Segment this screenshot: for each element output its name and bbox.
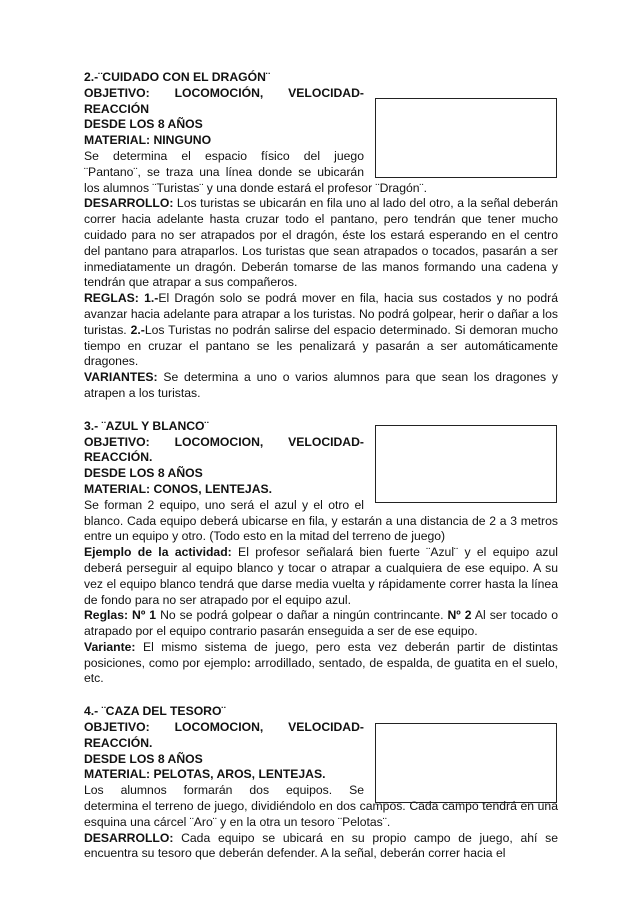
variant-text: arrodillado, sentado, de espalda, de guatita en el suelo, etc.: [84, 655, 558, 686]
objective-continuation: REACCIÓN: [84, 101, 150, 116]
example-text: El profesor señalará bien fuerte ¨Azul¨ y el equipo azul deberá perseguir al equipo blanco y tocar o atrapar a cualquiera de ese equipo. A su vez el equipo blanco tendrá que darse media vuelta y rápidamente correr hasta la línea de fondo para no ser atrapado por el equipo azul.: [84, 545, 558, 607]
variants-label: VARIANTES:: [84, 370, 158, 385]
material-line: MATERIAL: PELOTAS, AROS, LENTEJAS.: [84, 767, 326, 782]
variant-text: El mismo sistema de juego, pero esta vez deberán partir de distintas posiciones, como por ejemplo: [84, 639, 558, 670]
development-label: DESARROLLO:: [84, 196, 174, 211]
objective-word: VELOCIDAD-: [288, 434, 364, 449]
variants-text: Se determina a uno o varios alumnos para que sean los dragones y atrapen a los turistas.: [84, 370, 558, 400]
objective-word: LOCOMOCION,: [174, 434, 264, 449]
rules-text: Los Turistas no podrán salirse del espacio determinado. Si demoran mucho tiempo en cruzar el pantano se les penalizará y pasarán a ser automáticamente dragones.: [84, 322, 558, 369]
document-page: [84, 70, 558, 862]
section-title: 2.-¨CUIDADO CON EL DRAGÓN¨: [84, 70, 270, 84]
intro-text-line: ¨Pantano¨, se traza una línea donde se ubicarán: [84, 164, 364, 179]
rules-paragraph: [84, 291, 558, 370]
rules-text: Al ser tocado o atrapado por el equipo contrario pasarán enseguida a ser de ese equipo.: [84, 608, 559, 639]
development-paragraph: [84, 196, 558, 291]
age-line: DESDE LOS 8 AÑOS: [84, 117, 203, 132]
game-section-2: [84, 70, 558, 402]
age-line: DESDE LOS 8 AÑOS: [84, 751, 203, 766]
objective-line: [84, 86, 364, 102]
image-placeholder-box: [375, 98, 557, 178]
section-title: 3.- ¨AZUL Y BLANCO¨: [84, 418, 209, 433]
development-paragraph: [84, 831, 558, 863]
rules-label: REGLAS: 1.-: [84, 291, 159, 306]
objective-label: OBJETIVO:: [84, 720, 150, 735]
game-section-4: [84, 704, 558, 862]
rules-text: No se podrá golpear o dañar a ningún contrincante.: [156, 608, 448, 623]
variant-colon: :: [246, 655, 251, 670]
rules-label: Reglas: Nº 1: [84, 608, 157, 623]
intro-text: blanco. Cada equipo deberá ubicarse en fila, y estarán a una distancia de 2 a 3 metros entre un equipo y otro. (Todo esto en la mitad del terreno de juego): [84, 513, 558, 544]
development-label: DESARROLLO:: [84, 830, 174, 845]
objective-word: LOCOMOCION,: [174, 720, 264, 735]
rule-number: 2.-: [130, 322, 145, 337]
objective-label: OBJETIVO:: [84, 434, 150, 449]
intro-text: los alumnos ¨Turistas¨ y una donde estará el profesor ¨Dragón¨.: [84, 180, 427, 195]
example-paragraph: [84, 545, 558, 608]
material-line: MATERIAL: CONOS, LENTEJAS.: [84, 481, 273, 496]
variants-paragraph: [84, 370, 558, 402]
age-line: DESDE LOS 8 AÑOS: [84, 466, 203, 481]
image-placeholder-box: [375, 425, 557, 503]
rules-text: El Dragón solo se podrá mover en fila, hacia sus costados y no podrá avanzar hacia adelante para atrapar a los turistas. No podrá golpear, herir o dañar a los turistas.: [84, 291, 558, 337]
section-title: 4.- ¨CAZA DEL TESORO¨: [84, 704, 226, 719]
objective-word: LOCOMOCIÓN,: [174, 85, 264, 100]
variant-paragraph: [84, 640, 558, 687]
rules-paragraph: [84, 608, 558, 640]
objective-word: VELOCIDAD-: [288, 720, 364, 735]
variant-label: Variante:: [84, 639, 136, 654]
intro-text-line: Se determina el espacio físico del juego: [84, 148, 364, 163]
rule-number: Nº 2: [447, 608, 472, 623]
objective-label: OBJETIVO:: [84, 85, 150, 100]
objective-line: [84, 435, 364, 451]
objective-continuation: REACCIÓN.: [84, 450, 153, 465]
objective-word: VELOCIDAD-: [288, 85, 364, 100]
game-section-3: [84, 419, 558, 688]
development-text: Los turistas se ubicarán en fila uno al lado del otro, a la señal deberán correr hacia adelante hasta cruzar todo el pantano, pero tendrán que tener mucho cuidado para no ser atrapados por el dragón, éste los estará esperando en el centro del pantano para atraparlos. Los turistas que sean atrapados o tocados, pasarán a ser inmediatamente un dragón. Deberán tomarse de las manos formando una cadena y tendrán que atrapar a sus compañeros.: [84, 196, 558, 290]
material-line: MATERIAL: NINGUNO: [84, 133, 212, 148]
intro-text-line: Se forman 2 equipo, uno será el azul y el otro el: [84, 497, 364, 512]
development-text: Cada equipo se ubicará en su propio campo de juego, ahí se encuentra su tesoro que deberán defender. A la señal, deberán correr hacia el: [84, 830, 558, 861]
objective-continuation: REACCIÓN.: [84, 735, 153, 750]
intro-text: determina el terreno de juego, dividiéndolo en dos campos. Cada campo tendrá en una esquina una cárcel ¨Aro¨ y en la otra un tesoro ¨Pelotas¨.: [84, 799, 558, 829]
example-label: Ejemplo de la actividad:: [84, 545, 232, 560]
image-placeholder-box: [375, 723, 557, 803]
objective-line: [84, 720, 364, 736]
intro-text-line: Los alumnos formarán dos equipos. Se: [84, 783, 364, 798]
